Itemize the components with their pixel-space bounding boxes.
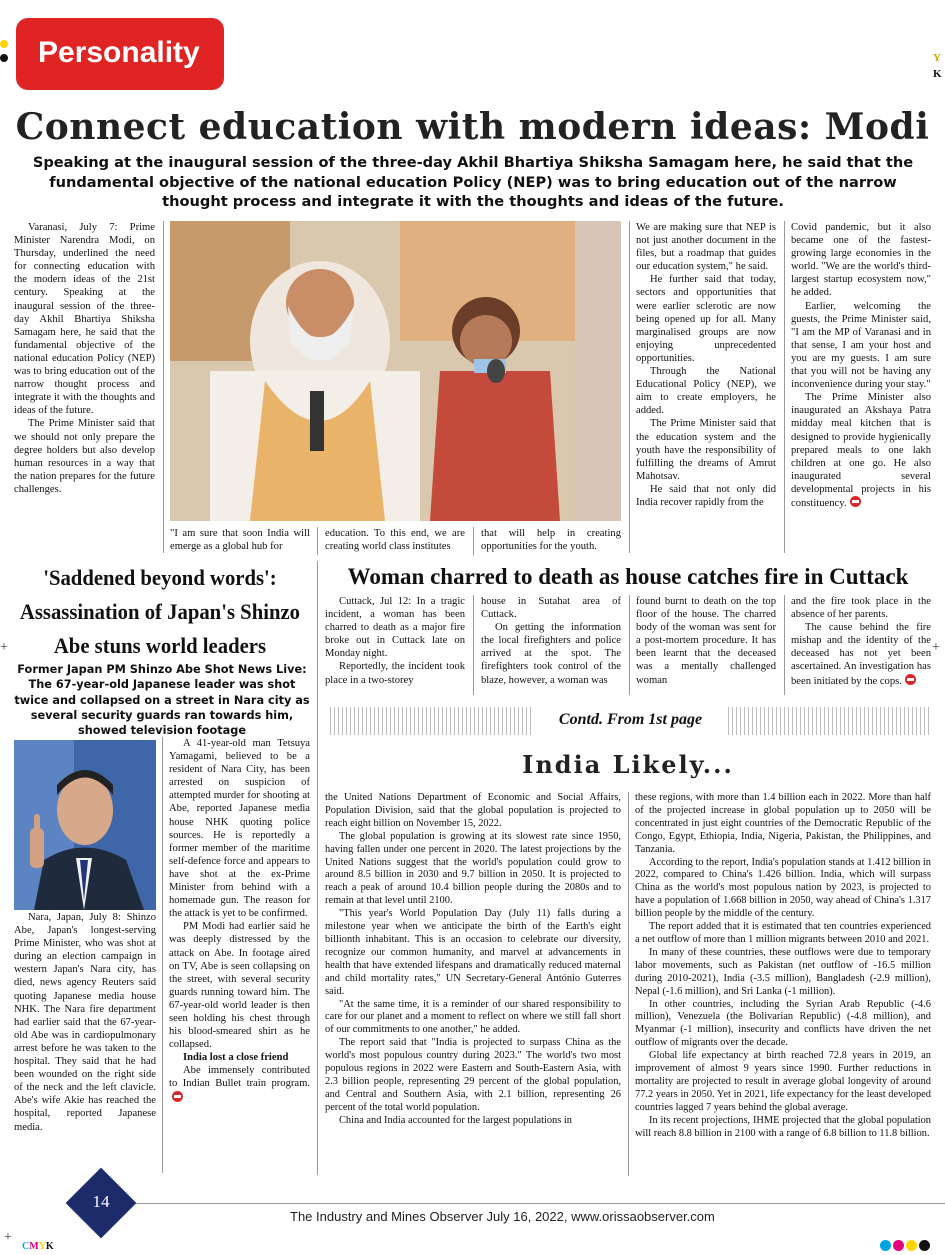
paragraph: Abe immensely contributed to Indian Bullet train program.: [169, 1064, 310, 1104]
abe-column-1: [14, 911, 156, 1173]
fire-column-4: [791, 595, 931, 695]
contd-label: Contd. From 1st page: [558, 711, 703, 728]
paragraph: According to the report, India's population stands at 1.412 billion in 2022, compared to China's 1.426 billion. India, which will surpass China as the world's most populous nation by 2023, is projected to have a population of 1.668 billion in 2050, way ahead of China's 1.317 billion people by the middle of the century.: [635, 856, 931, 920]
india-column-2: [635, 792, 931, 1178]
paragraph: The report added that it is estimated that ten countries experienced a net outflow of more than 1 million migrants between 2010 and 2021.: [635, 921, 931, 945]
modi-column-5: [791, 221, 931, 555]
registration-mark-left: [0, 40, 10, 82]
section-label: Personality: [16, 18, 224, 90]
headline-india-likely: India Likely...: [522, 750, 734, 779]
crosshair-bottom: +: [4, 1230, 12, 1245]
paragraph: Global life expectancy at birth reached 72.8 years in 2019, an improvement of almost 9 years since 1990. Further reductions in mortality are projected to result in average global longevity of around 77.2 years in 2050. Yet in 2021, life expectancy for the least developed countries lagged 7 years behind the global average.: [635, 1050, 931, 1113]
paragraph: In other countries, including the Syrian Arab Republic (-4.6 million), Venezuela (the Bolivarian Republic) (-4.8 million), and Myanmar (-1 million), insecurity and conflicts have driven the net outflow of migrants over the decade.: [635, 998, 931, 1049]
modi-under-photo-3: that will help in creating opportunities for the youth.: [481, 528, 621, 553]
fire-column-2: [481, 595, 621, 695]
corner-mark-k: K: [933, 68, 942, 80]
paragraph: He said that not only did India recover rapidly from the: [636, 483, 776, 508]
paragraph: The Prime Minister also inaugurated an Akshaya Patra midday meal kitchen that is designed to provide hygienically prepared meals to one lakh children at one go. He also inaugurated several developmental projects in his constituency.: [791, 392, 931, 509]
fire-column-1: [325, 595, 465, 695]
paragraph: and the fire took place in the absence of her parents.: [791, 596, 931, 621]
headline-modi: Connect education with modern ideas: Modi: [15, 106, 930, 148]
paragraph: On getting the information the local firefighters and police arrived at the spot. The firefighters took control of the blaze, however, a woman was: [481, 622, 621, 686]
paragraph: Earlier, welcoming the guests, the Prime Minister said, "I am the MP of Varanasi and in that sense, I am your host and you are my guests. I am sure that you will not be having any inconvenience during your stay.": [791, 300, 931, 391]
end-mark-icon: [172, 1091, 183, 1102]
paragraph: In its recent projections, IHME projected that the global population will reach 8.8 billion in 2100 with a range of 6.8 billion to 11.8 billion.: [635, 1114, 931, 1139]
paragraph: In many of these countries, these outflows were due to temporary labor movements, such as Pakistan (net outflow of -16.5 million during 2010-2021), India (-3.5 million), Bangladesh (-2.9 million), Nepal (-1.6 million), and Sri Lanka (-1 million).: [635, 946, 931, 997]
abe-photo: [14, 740, 156, 910]
paragraph: We are making sure that NEP is not just another document in the files, but a roadmap that guides our education system," he said.: [636, 222, 776, 273]
paragraph: Cuttack, Jul 12: In a tragic incident, a woman has been charred to death as a major fire broke out in Cuttack late on Monday night.: [325, 596, 465, 660]
modi-under-photo-2: education. To this end, we are creating world class institutes: [325, 528, 465, 553]
crosshair-right: +: [932, 640, 940, 655]
paragraph: "This year's World Population Day (July 11) falls during a milestone year when we anticipate the birth of the Earth's eight billionth inhabitant. This is an occasion to celebrate our diversity, recognize our common humanity, and marvel at advancements in health that have extended lifespans and dramatically reduced maternal and child mortality rates," UN Secretary-General António Guterres said.: [325, 908, 621, 997]
modi-photo: [170, 221, 621, 521]
headline-abe: 'Saddened beyond words': Assassination of Japan's Shinzo Abe stuns world leaders: [19, 565, 301, 658]
contd-stripes-right: [728, 707, 931, 735]
paragraph: Varanasi, July 7: Prime Minister Narendra Modi, on Thursday, underlined the need for connecting education with the modern ideas of the 21st century. Speaking at the inaugural session of the three-day Akhil Bhartiya Shiksha Samagam here, he said that the fundamental objective of the national education Policy (NEP) was to bring education out of the narrow thought process and integrate it with the thoughts and ideas of the future.: [14, 222, 155, 417]
paragraph: found burnt to death on the top floor of the house. The charred body of the woman was sent for a post-mortem procedure. It has been learnt that the deceased was a mentally challenged woman: [636, 596, 776, 686]
deck-modi: Speaking at the inaugural session of the three-day Akhil Bhartiya Shiksha Samagam here, he said that the fundamental objective of the national education Policy (NEP) was to bring education out of the narrow thought process and integrate it with the thoughts and ideas of the future.: [32, 154, 914, 210]
modi-column-1: [14, 221, 155, 553]
deck-abe: Former Japan PM Shinzo Abe Shot News Live: The 67-year-old Japanese leader was shot twice and collapsed on a street in Nara city as several security guards ran towards him, showed television footage: [14, 663, 310, 738]
paragraph: The Prime Minister said that we should not only prepare the degree holders but also develop human resources in a way that the nation prepares for the future challenges.: [14, 418, 155, 495]
paragraph: PM Modi had earlier said he was deeply distressed by the attack on Abe. In footage aired on TV, Abe is seen collapsing on the street, with several security guards running toward him. The 67-year-old world leader is then seen holding his chest through his blood-smeared shirt as he collapsed.: [169, 921, 310, 1051]
abe-column-2: [169, 737, 310, 1175]
contd-stripes-left: [330, 707, 533, 735]
paragraph: A 41-year-old man Tetsuya Yamagami, believed to be a resident of Nara City, has been arrested on suspicion of attempted murder for shooting at Abe, reported Japanese media house NHK quoting police sources. He is reportedly a former member of the maritime self-defence force and appears to have shot at the ex-Prime Minister from behind with a homemade gun. The reason for the attack is yet to be confirmed.: [169, 738, 310, 920]
end-mark-icon: [850, 496, 861, 507]
cmyk-marks: CMYK: [22, 1241, 54, 1252]
corner-mark-y: Y: [933, 52, 941, 64]
paragraph: "At the same time, it is a reminder of our shared responsibility to care for our planet and a moment to reflect on where we still fall short of our commitments to one another," he added.: [325, 998, 621, 1036]
modi-column-4: [636, 221, 776, 555]
paragraph: Covid pandemic, but it also became one of the fastest-growing large economies in the world. "We are the world's third-largest startup ecosystem now," he added.: [791, 222, 931, 299]
india-column-1: [325, 792, 621, 1178]
paragraph: Through the National Educational Policy (NEP), we aim to create employers, he added.: [636, 366, 776, 417]
modi-under-photo-1: "I am sure that soon India will emerge as a global hub for: [170, 528, 310, 553]
page-number: 14: [92, 1192, 110, 1211]
fire-column-3: [636, 595, 776, 695]
paragraph: He further said that today, sectors and opportunities that were earlier sclerotic are now being opened up for all. Many marginalised groups are now enjoying unprecedented opportunities.: [636, 274, 776, 364]
paragraph: these regions, with more than 1.4 billion each in 2022. More than half of the projected increase in global population up to 2050 will be concentrated in just eight countries of the Democratic Republic of the Congo, Egypt, Ethiopia, India, Nigeria, Pakistan, the Philippines, and Tanzania.: [635, 792, 931, 855]
paragraph: The cause behind the fire mishap and the identity of the deceased has not yet been ascertained. An investigation has been initiated by the cops.: [791, 622, 931, 687]
paragraph: Nara, Japan, July 8: Shinzo Abe, Japan's longest-serving Prime Minister, who was shot at during an election campaign in western Japan's Nara city, has died, news agency Reuters said quoting Japanese media house NHK. The Nara fire department had earlier said that the 67-year-old Abe was in cardiopulmonary arrest before he was taken to the hospital. They said that he had been wounded on the right side of the neck and the left clavicle. Abe's wife Akie has reached the hospital, reported Japanese media.: [14, 912, 156, 1133]
color-dots: [880, 1240, 940, 1252]
footer-text: The Industry and Mines Observer July 16, 2022, www.orissaobserver.com: [290, 1209, 715, 1224]
headline-fire: Woman charred to death as house catches fire in Cuttack: [347, 564, 909, 589]
paragraph: The Prime Minister said that the education system and the youth have the responsibility of fulfilling the dreams of Amrut Mahotsav.: [636, 418, 776, 482]
paragraph: The report said that "India is projected to surpass China as the world's most populous country during 2023." The world's two most populous regions in 2022 were Eastern and South-Eastern Asia, with 2.3 billion people, representing 29 percent of the global population, and Central and Southern Asia, with 2.1 billion, representing 26 percent of the total world population.: [325, 1037, 621, 1113]
paragraph: the United Nations Department of Economic and Social Affairs, Population Division, said that the global population is projected to reach eight billion on November 15, 2022.: [325, 792, 621, 829]
crosshair-left: +: [0, 640, 8, 655]
footer-rule: [120, 1203, 945, 1204]
paragraph: The global population is growing at its slowest rate since 1950, having fallen under one percent in 2020. The latest projections by the United Nations suggest that the world's population could grow to around 8.5 billion in 2030 and 9.7 billion in 2050. It is projected to reach a peak of around 10.4 billion people during the 2080s and to remain at that level until 2100.: [325, 830, 621, 907]
subhead: India lost a close friend: [183, 1052, 289, 1064]
end-mark-icon: [905, 674, 916, 685]
paragraph: house in Sutahat area of Cuttack.: [481, 596, 621, 621]
paragraph: Reportedly, the incident took place in a two-storey: [325, 661, 465, 686]
paragraph: China and India accounted for the largest populations in: [339, 1114, 572, 1126]
